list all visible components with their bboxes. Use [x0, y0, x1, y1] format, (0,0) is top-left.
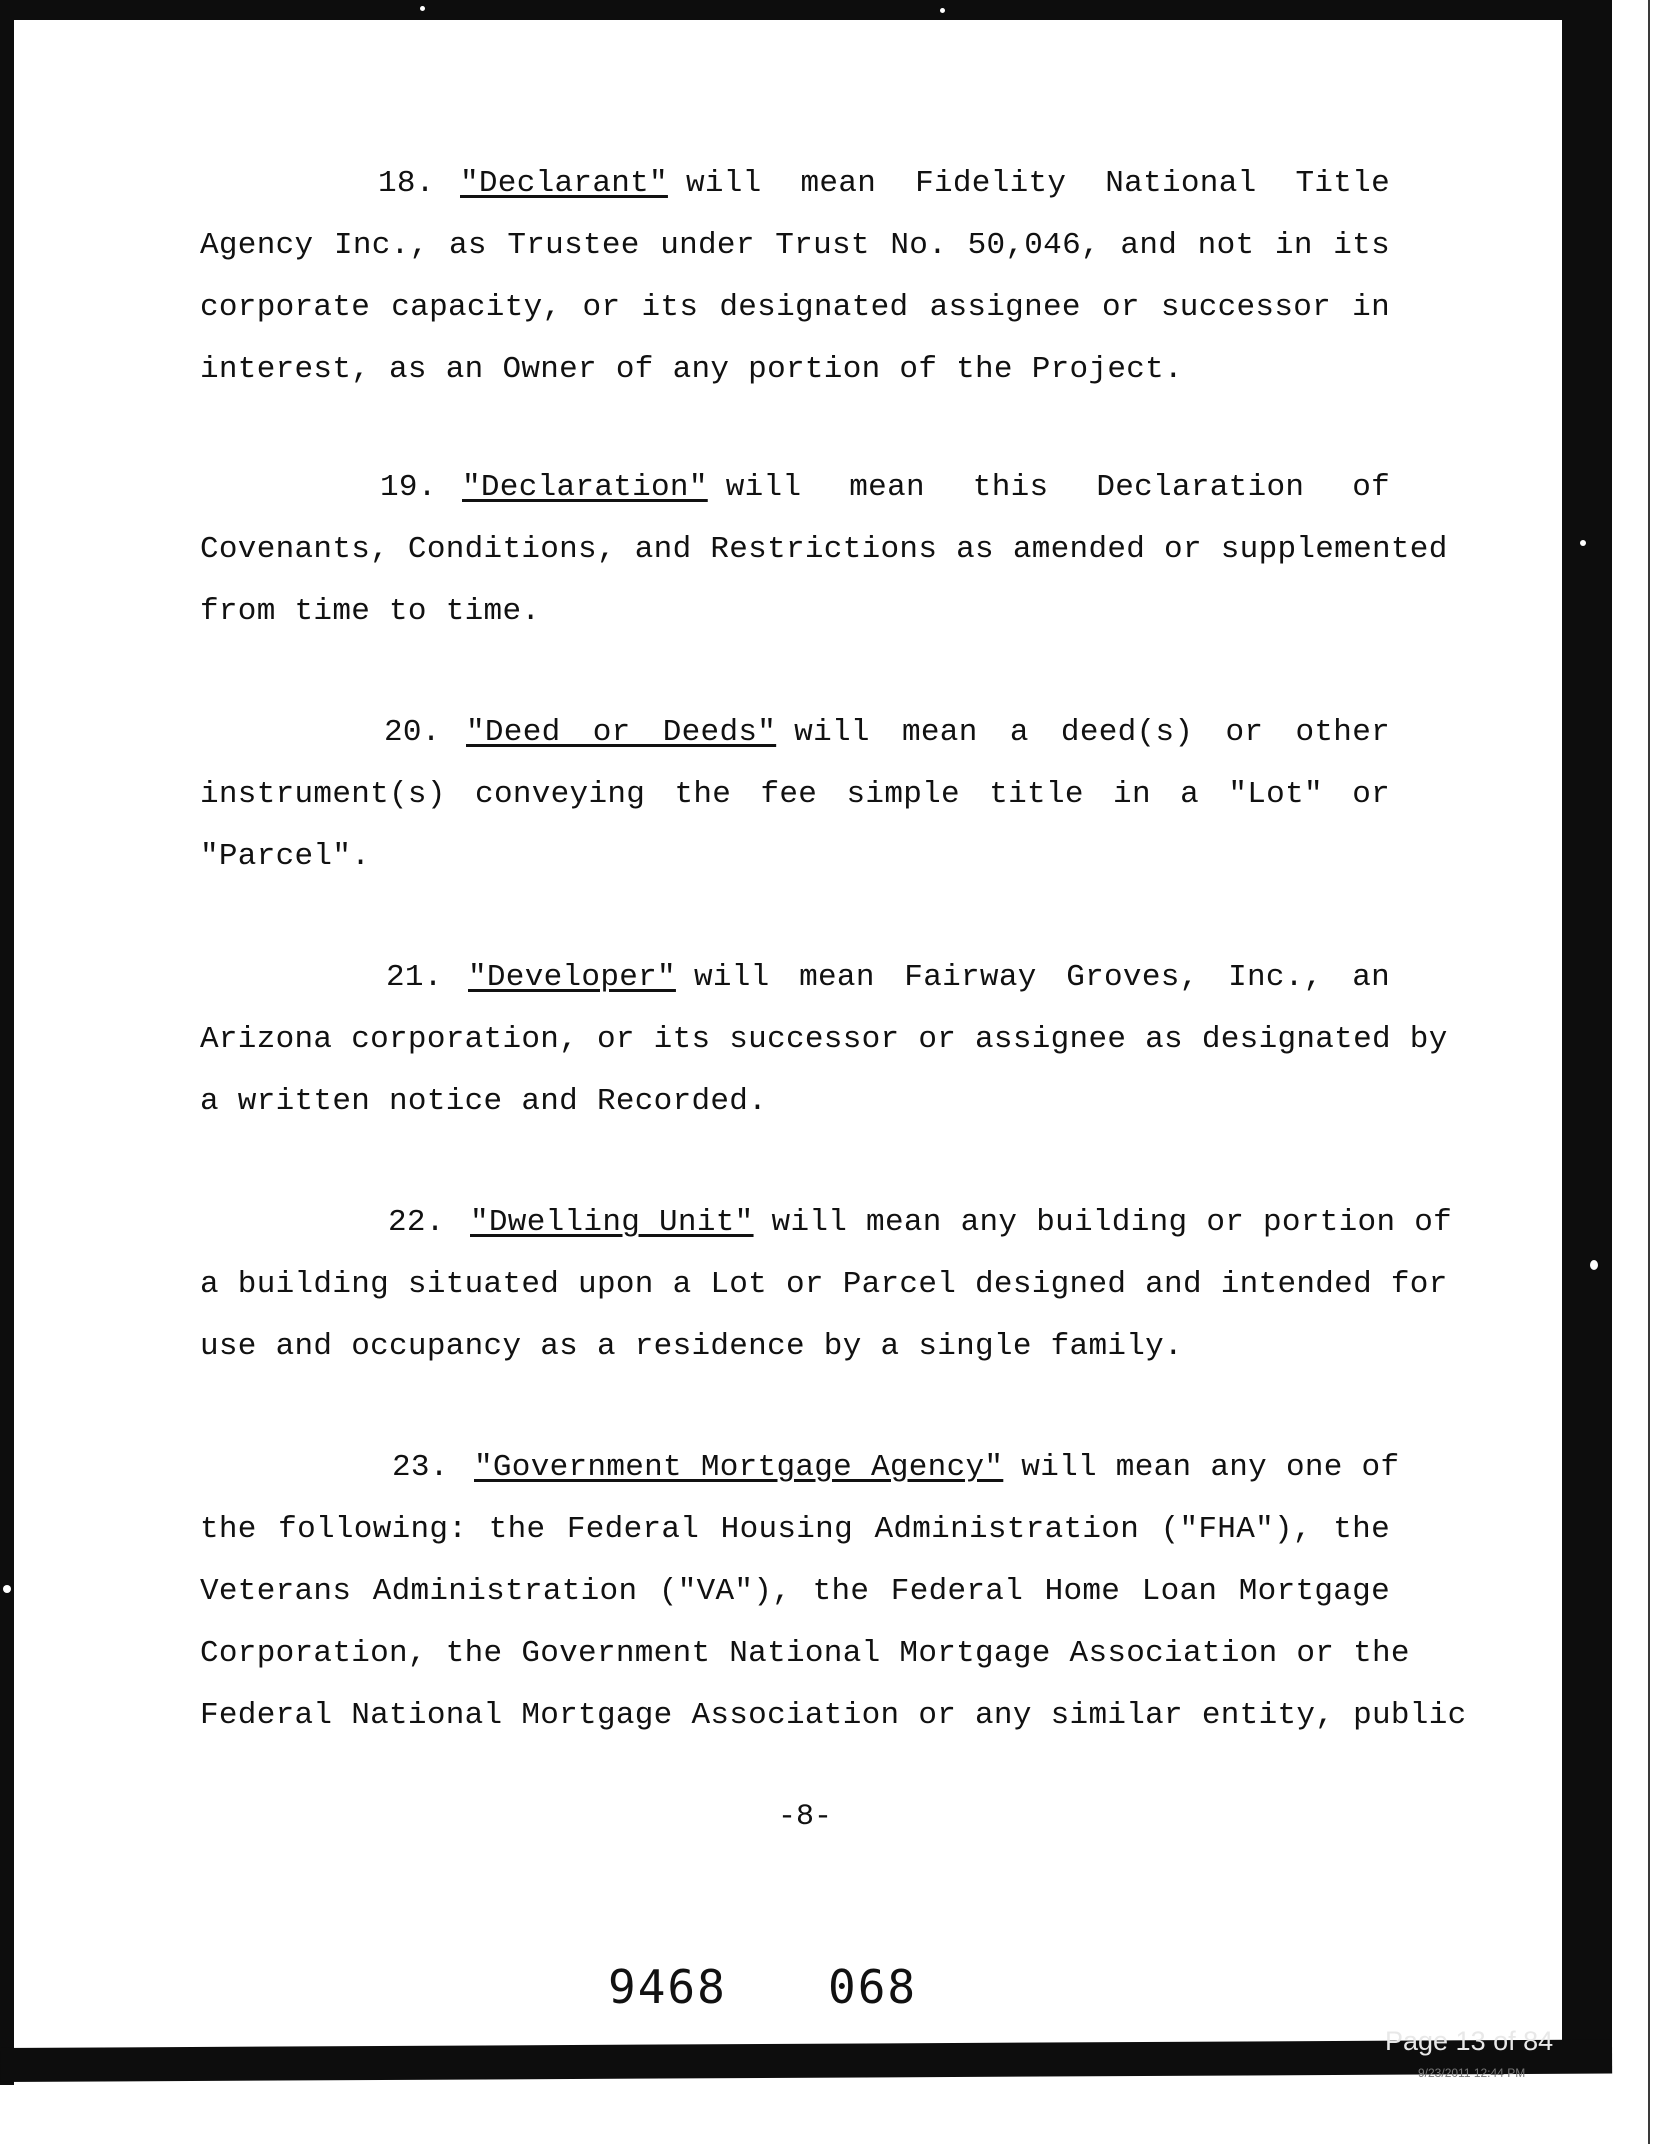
paragraph-number: 20.	[384, 715, 441, 750]
scan-page-edge	[1648, 0, 1650, 2144]
page-number: -8-	[777, 1800, 832, 1834]
paragraph-first-line	[200, 457, 1390, 519]
paragraph-number: 21.	[386, 960, 443, 995]
paragraph-text: will mean any one of	[1021, 1450, 1400, 1485]
paragraph-first-line	[200, 947, 1390, 1009]
paragraph-line: the following: the Federal Housing Administration ("FHA"), the	[200, 1512, 1390, 1547]
recording-stamp-page: 068	[828, 1960, 918, 2014]
scan-speck	[1590, 1260, 1598, 1270]
paragraph-text: will mean a deed(s) or other	[794, 715, 1390, 750]
paragraph-line: Covenants, Conditions, and Restrictions as amended or supplemented	[200, 532, 1448, 567]
defined-term: "Government Mortgage Agency"	[474, 1450, 1004, 1485]
scan-speck	[420, 6, 425, 11]
paragraph-number: 22.	[388, 1205, 445, 1240]
paragraph-text: will mean Fairway Groves, Inc., an	[693, 960, 1390, 995]
defined-term: "Dwelling Unit"	[470, 1205, 754, 1240]
scan-border-right	[1562, 0, 1612, 2060]
defined-term: "Declarant"	[460, 166, 668, 201]
definition-paragraph-21	[200, 947, 1448, 1133]
paragraph-text: will mean any building or portion of	[771, 1205, 1453, 1240]
definition-paragraph-18	[200, 153, 1390, 401]
definition-paragraph-19	[200, 457, 1448, 643]
paragraph-first-line	[200, 153, 1390, 215]
defined-term: "Developer"	[468, 960, 676, 995]
defined-term: "Deed or Deeds"	[466, 715, 777, 750]
paragraph-number: 18.	[378, 166, 435, 201]
scan-border-top	[0, 0, 1610, 20]
paragraph-first-line	[200, 702, 1390, 764]
paragraph-line: from time to time.	[200, 594, 541, 629]
scan-speck	[1580, 540, 1586, 546]
paragraph-line: Corporation, the Government National Mortgage Association or the	[200, 1636, 1410, 1671]
scan-border-left	[0, 0, 14, 2085]
paragraph-line: use and occupancy as a residence by a single family.	[200, 1329, 1183, 1364]
paragraph-line: interest, as an Owner of any portion of the Project.	[200, 352, 1183, 387]
paragraph-line: Agency Inc., as Trustee under Trust No. 50,046, and not in its	[200, 228, 1390, 263]
paragraph-line: a written notice and Recorded.	[200, 1084, 768, 1119]
paragraph-text: will mean Fidelity National Title	[685, 166, 1390, 201]
paragraph-line: "Parcel".	[200, 839, 371, 874]
print-timestamp: 9/23/2011 12:44 PM	[1418, 2066, 1526, 2080]
paragraph-first-line	[200, 1192, 1453, 1254]
definition-paragraph-23	[200, 1437, 1467, 1747]
paragraph-line: Veterans Administration ("VA"), the Federal Home Loan Mortgage	[200, 1574, 1390, 1609]
definition-paragraph-22	[200, 1192, 1453, 1378]
paragraph-line: a building situated upon a Lot or Parcel designed and intended for	[200, 1267, 1448, 1302]
paragraph-line: corporate capacity, or its designated assignee or successor in	[200, 290, 1390, 325]
paragraph-text: will mean this Declaration of	[725, 470, 1390, 505]
paragraph-line: instrument(s) conveying the fee simple title in a "Lot" or	[200, 777, 1390, 812]
paragraph-number: 23.	[392, 1450, 449, 1485]
paragraph-line: Arizona corporation, or its successor or assignee as designated by	[200, 1022, 1448, 1057]
scan-speck	[3, 1585, 11, 1593]
definition-paragraph-20	[200, 702, 1390, 888]
recording-stamp-book: 9468	[608, 1960, 727, 2014]
paragraph-number: 19.	[380, 470, 437, 505]
paragraph-first-line	[200, 1437, 1400, 1499]
defined-term: "Declaration"	[462, 470, 708, 505]
scan-speck	[940, 8, 945, 13]
paragraph-line: Federal National Mortgage Association or any similar entity, public	[200, 1698, 1467, 1733]
page-of-label: Page 13 of 84	[1385, 2026, 1554, 2056]
scan-border-bottom	[0, 2040, 1612, 2082]
